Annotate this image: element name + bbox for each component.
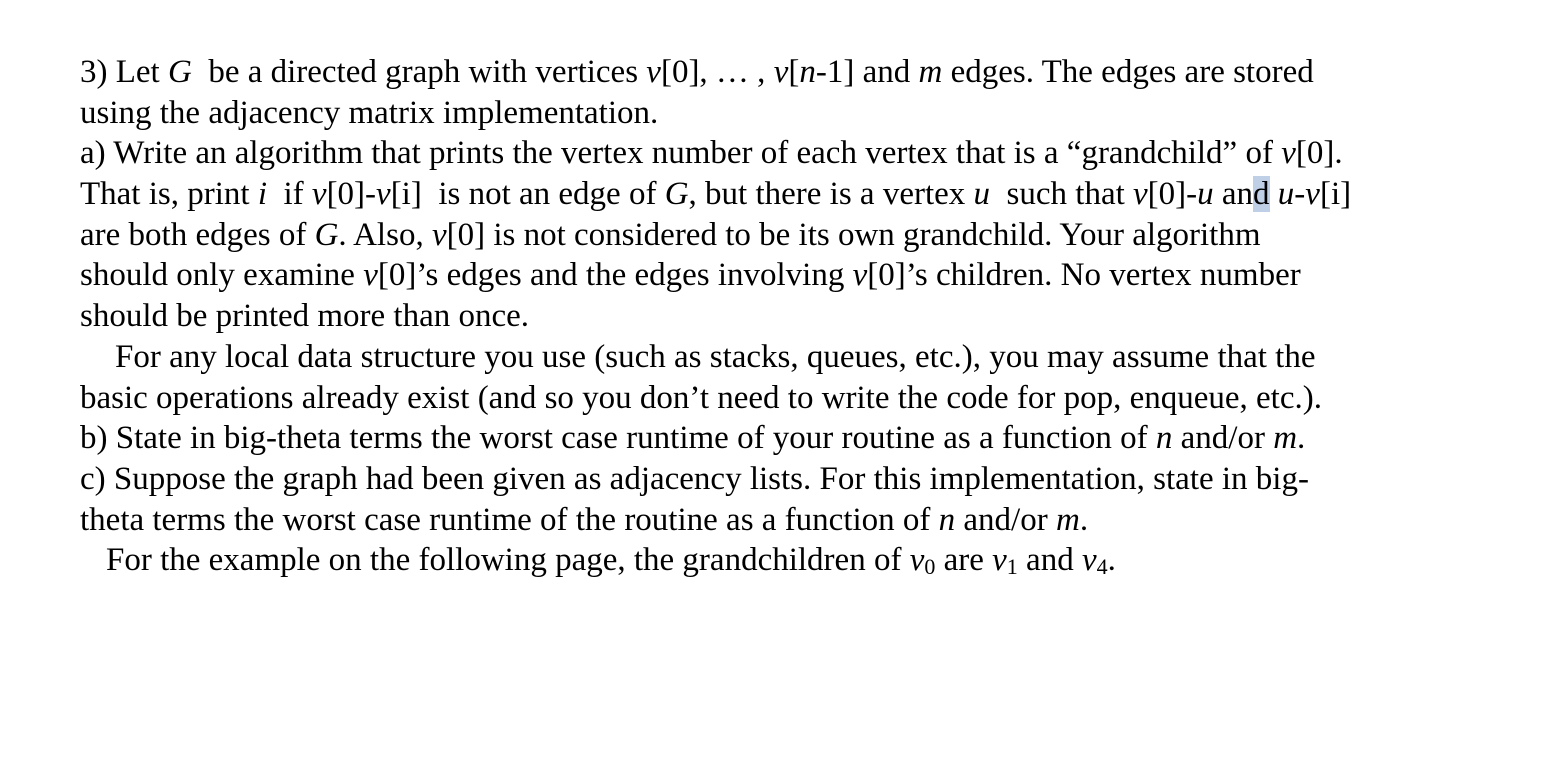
text: such that bbox=[990, 176, 1134, 213]
var-u: u bbox=[1277, 176, 1295, 213]
var-n: n bbox=[1155, 420, 1173, 457]
var-G: G bbox=[167, 54, 192, 90]
text: edges. The edges are stored bbox=[942, 54, 1314, 90]
line-2: using the adjacency matrix implementation. bbox=[80, 94, 659, 131]
text: a) Write an algorithm that prints the vertex number of each vertex that is a “grandchild” of bbox=[80, 135, 1282, 172]
line-4 bbox=[80, 174, 1520, 215]
text: [i] is not an edge of bbox=[390, 176, 665, 213]
var-v: v bbox=[311, 176, 327, 213]
text: and bbox=[1017, 542, 1082, 579]
text: . Also, bbox=[338, 216, 432, 253]
var-v: v bbox=[852, 257, 868, 294]
text bbox=[1270, 176, 1278, 212]
subscript: 1 bbox=[1006, 554, 1018, 580]
line-1 bbox=[80, 52, 1520, 93]
var-i: i bbox=[257, 176, 267, 213]
subscript: 4 bbox=[1096, 554, 1108, 580]
text: and/or bbox=[955, 501, 1056, 538]
var-v: v bbox=[992, 542, 1007, 579]
text: . bbox=[1297, 420, 1306, 457]
text: [i] bbox=[1319, 176, 1352, 213]
line-7: should be printed more than once. bbox=[80, 298, 530, 335]
var-v: v bbox=[1305, 176, 1320, 213]
text: be a directed graph with vertices bbox=[191, 54, 647, 90]
var-m: m bbox=[1273, 420, 1298, 457]
text: , but there is a vertex bbox=[688, 176, 974, 213]
var-v: v bbox=[363, 257, 378, 294]
var-n: n bbox=[938, 501, 956, 538]
text: [0]- bbox=[1147, 176, 1198, 213]
text: . bbox=[1079, 501, 1089, 538]
var-G: G bbox=[664, 176, 689, 213]
text: should only examine bbox=[80, 257, 364, 294]
var-v: v bbox=[376, 176, 391, 213]
text: are bbox=[935, 542, 993, 579]
var-v: v bbox=[646, 54, 661, 90]
var-m: m bbox=[1055, 501, 1080, 538]
text: - bbox=[1294, 176, 1306, 213]
text: theta terms the worst case runtime of the routine as a function of bbox=[80, 501, 939, 538]
text: are both edges of bbox=[80, 216, 315, 253]
text: That is, print bbox=[80, 176, 258, 213]
text: [0], … , bbox=[660, 54, 774, 90]
var-v: v bbox=[1081, 542, 1097, 579]
line-11-part-c: c) Suppose the graph had been given as adjacency lists. For this implementation, state in big- bbox=[80, 460, 1309, 497]
text: and/or bbox=[1172, 420, 1274, 457]
line-12 bbox=[80, 500, 1520, 541]
problem-text bbox=[80, 52, 1520, 581]
text: 3) Let bbox=[80, 54, 168, 90]
line-6 bbox=[80, 255, 1520, 296]
line-13-example bbox=[80, 540, 1520, 581]
var-v: v bbox=[1133, 176, 1148, 213]
text: if bbox=[266, 176, 312, 213]
text: [0]- bbox=[326, 176, 377, 213]
text: an bbox=[1213, 176, 1254, 213]
text: For the example on the following page, the grandchildren of bbox=[106, 542, 910, 579]
text: -1] and bbox=[815, 54, 919, 90]
line-10-part-b bbox=[80, 418, 1520, 459]
text: [0]’s edges and the edges involving bbox=[377, 257, 853, 294]
line-8-note: For any local data structure you use (such as stacks, queues, etc.), you may assume that the bbox=[115, 338, 1316, 375]
var-v: v bbox=[909, 542, 925, 579]
line-5 bbox=[80, 215, 1520, 256]
var-v: v bbox=[1281, 135, 1296, 172]
text: . bbox=[1107, 542, 1116, 579]
line-9: basic operations already exist (and so you don’t need to write the code for pop, enqueue, etc.). bbox=[80, 379, 1322, 416]
var-v: v bbox=[773, 54, 789, 90]
var-m: m bbox=[918, 54, 943, 90]
text-selection-highlight[interactable]: d bbox=[1253, 176, 1270, 213]
var-G: G bbox=[314, 216, 339, 253]
text: b) State in big-theta terms the worst case runtime of your routine as a function of bbox=[80, 420, 1156, 457]
var-v: v bbox=[431, 216, 447, 253]
text: [0]. bbox=[1295, 135, 1343, 172]
subscript: 0 bbox=[924, 554, 936, 580]
text: [0]’s children. No vertex number bbox=[867, 257, 1301, 294]
text: [ bbox=[788, 54, 800, 90]
var-n: n bbox=[799, 54, 816, 90]
var-u: u bbox=[973, 176, 991, 213]
var-u: u bbox=[1197, 176, 1214, 213]
line-3-part-a bbox=[80, 133, 1520, 174]
text: [0] is not considered to be its own grandchild. Your algorithm bbox=[446, 216, 1261, 253]
